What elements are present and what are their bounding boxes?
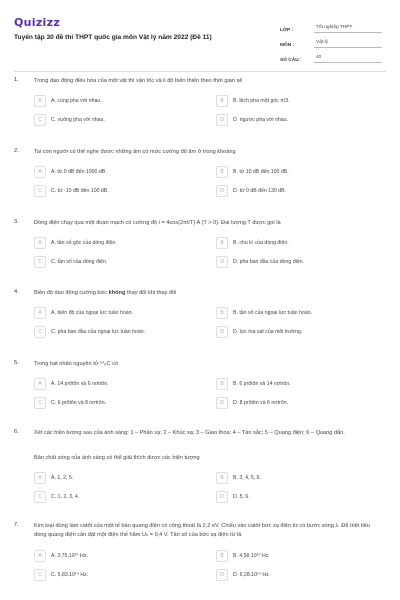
- option-letter: B: [216, 307, 228, 319]
- question-text: Xét các hiện tượng sau của ánh sáng: 1 – Phản xạ; 2 – Khúc xạ; 3 – Giao thoa; 4 – Tán sắc; 5 – Quang điện; 6 – Quang dẫn.: [34, 430, 345, 436]
- option-letter: C: [34, 114, 46, 126]
- option-c[interactable]: [34, 184, 202, 197]
- option-text: A. tần số góc của dòng điện.: [51, 239, 117, 246]
- option-text: C. 5,83.10¹⁴ Hz.: [51, 571, 89, 578]
- option-c[interactable]: [34, 325, 202, 338]
- option-text: B. chu kì của dòng điện.: [233, 239, 289, 246]
- page-title: Tuyển tập 30 đề thi THPT quốc gia môn Vật lý năm 2022 (Đề 11): [14, 34, 212, 41]
- option-text: D. từ 0 dB đến 130 dB.: [233, 187, 287, 194]
- option-b[interactable]: [216, 236, 384, 249]
- option-text: A. từ 0 dB đến 1000 dB.: [51, 168, 107, 175]
- question-text-before: Biên độ dao động cưỡng bức: [34, 290, 109, 296]
- option-text: D. 8 prôtôn và 6 nơtrôn.: [233, 399, 289, 406]
- option-text: C. tần số của dòng điện.: [51, 258, 108, 265]
- header-divider: [14, 71, 386, 72]
- option-letter: B: [216, 472, 228, 484]
- meta-label: SỐ CÂU :: [280, 58, 302, 63]
- meta-label: LỚP :: [280, 28, 294, 33]
- option-b[interactable]: [216, 549, 384, 562]
- option-text: A. biên độ của ngoại lực tuần hoàn.: [51, 309, 133, 316]
- option-text: C. từ -10 dB đến 100 dB.: [51, 187, 109, 194]
- option-letter: B: [216, 550, 228, 562]
- option-text: D. ngược pha với nhau.: [233, 116, 288, 123]
- question-text: Kim loại dùng làm catôt của một tế bào quang điện có công thoát là 2,2 eV. Chiếu vào catôt bức xạ điện từ có bước sóng λ. Để triệt tiêu dòng quang điện cần đặt một điện thế hãm Uₕ = 0,4 V. Tần số của bức xạ điện từ là: [34, 523, 370, 538]
- option-letter: B: [216, 95, 228, 107]
- option-letter: C: [34, 256, 46, 268]
- option-letter: D: [216, 256, 228, 268]
- option-text: C. vuông pha với nhau.: [51, 116, 105, 123]
- option-text: D. 5, 6.: [233, 493, 250, 500]
- option-text: D. pha ban đầu của dòng điện.: [233, 258, 304, 265]
- option-letter: D: [216, 569, 228, 581]
- option-d[interactable]: [216, 568, 384, 581]
- question-number: 2.: [14, 148, 19, 154]
- question-text-after: thay đổi khi thay đổi: [125, 290, 177, 296]
- option-a[interactable]: [34, 94, 202, 107]
- option-letter: A: [34, 378, 46, 390]
- option-letter: A: [34, 237, 46, 249]
- option-c[interactable]: [34, 255, 202, 268]
- option-text: C. 6 prôtôn và 8 nơtrôn.: [51, 399, 107, 406]
- meta-row-count: [280, 50, 382, 63]
- question-number: 3.: [14, 219, 19, 225]
- option-a[interactable]: [34, 306, 202, 319]
- option-text: B. 6 prôtôn và 14 nơtrôn.: [233, 380, 291, 387]
- quizizz-logo: Quizizz: [14, 16, 61, 29]
- option-letter: B: [216, 166, 228, 178]
- option-d[interactable]: [216, 325, 384, 338]
- meta-row-class: [280, 20, 382, 33]
- option-letter: C: [34, 397, 46, 409]
- option-c[interactable]: [34, 568, 202, 581]
- option-text: A. 14 prôtôn và 6 nơtrôn.: [51, 380, 109, 387]
- meta-value: 40: [314, 55, 382, 63]
- option-letter: A: [34, 95, 46, 107]
- option-b[interactable]: [216, 94, 384, 107]
- option-d[interactable]: [216, 490, 384, 503]
- question-number: 7.: [14, 522, 19, 528]
- option-text: A. cùng pha với nhau.: [51, 97, 102, 104]
- option-b[interactable]: [216, 471, 384, 484]
- question-number: 4.: [14, 289, 19, 295]
- option-letter: A: [34, 550, 46, 562]
- option-letter: B: [216, 378, 228, 390]
- option-a[interactable]: [34, 236, 202, 249]
- option-letter: D: [216, 185, 228, 197]
- meta-value: Vật lý: [314, 40, 382, 48]
- option-d[interactable]: [216, 113, 384, 126]
- option-letter: C: [34, 491, 46, 503]
- meta-label: MÔN :: [280, 43, 295, 48]
- option-a[interactable]: [34, 165, 202, 178]
- option-text: B. lệch pha một góc π/3.: [233, 97, 290, 104]
- option-b[interactable]: [216, 306, 384, 319]
- option-text: B. từ 10 dB đến 100 dB.: [233, 168, 289, 175]
- option-text: D. 6,28.10¹⁴ Hz.: [233, 571, 271, 578]
- option-d[interactable]: [216, 255, 384, 268]
- meta-fields: [280, 20, 382, 65]
- option-a[interactable]: [34, 471, 202, 484]
- option-c[interactable]: [34, 113, 202, 126]
- option-letter: A: [34, 307, 46, 319]
- option-a[interactable]: [34, 377, 202, 390]
- question-text: Tai con người có thể nghe được những âm có mức cường độ âm ở trong khoảng: [34, 149, 236, 155]
- option-text: A. 1, 2, 5.: [51, 474, 74, 481]
- question-text-emphasis: không: [108, 290, 126, 296]
- question-subtext: Bản chất sóng của ánh sáng có thể giải thích được các hiện tượng: [34, 455, 200, 461]
- option-letter: D: [216, 326, 228, 338]
- option-letter: A: [34, 472, 46, 484]
- option-letter: C: [34, 569, 46, 581]
- option-letter: C: [34, 326, 46, 338]
- option-text: C. pha ban đầu của ngoại lực tuần hoàn.: [51, 328, 146, 335]
- option-d[interactable]: [216, 396, 384, 409]
- meta-value: Tốt nghiệp THPT: [314, 25, 382, 33]
- worksheet-header: [14, 12, 386, 70]
- question-number: 6.: [14, 429, 19, 435]
- question-text: Dòng điện chạy qua một đoạn mạch có cường độ i = 4cos(2πt/T) A (T > 0). Đại lượng T được gọi là: [34, 220, 281, 226]
- option-c[interactable]: [34, 396, 202, 409]
- question-number: 1.: [14, 77, 19, 83]
- option-letter: B: [216, 237, 228, 249]
- option-letter: D: [216, 397, 228, 409]
- option-letter: C: [34, 185, 46, 197]
- option-letter: A: [34, 166, 46, 178]
- option-letter: D: [216, 491, 228, 503]
- option-b[interactable]: [216, 165, 384, 178]
- question-number: 5.: [14, 360, 19, 366]
- option-text: A. 3,75.10¹⁴ Hz.: [51, 552, 88, 559]
- option-text: B. tần số của ngoại lực tuần hoàn.: [233, 309, 313, 316]
- option-letter: D: [216, 114, 228, 126]
- meta-row-subject: [280, 35, 382, 48]
- question-text: Trong dao động điều hòa của một vật thì vận tốc và li độ biến thiên theo thời gian sẽ: [34, 78, 243, 84]
- option-text: D. lực ma sát của môi trường.: [233, 328, 303, 335]
- question-text: Trong hạt nhân nguyên tử ¹⁴₆C có: [34, 361, 119, 367]
- option-a[interactable]: [34, 549, 202, 562]
- option-b[interactable]: [216, 377, 384, 390]
- option-d[interactable]: [216, 184, 384, 197]
- option-text: B. 4,58.10¹⁴ Hz.: [233, 552, 270, 559]
- option-text: B. 3, 4, 5, 6.: [233, 474, 261, 481]
- question-text: [34, 289, 382, 298]
- option-text: C. 1, 2, 3, 4.: [51, 493, 80, 500]
- option-c[interactable]: [34, 490, 202, 503]
